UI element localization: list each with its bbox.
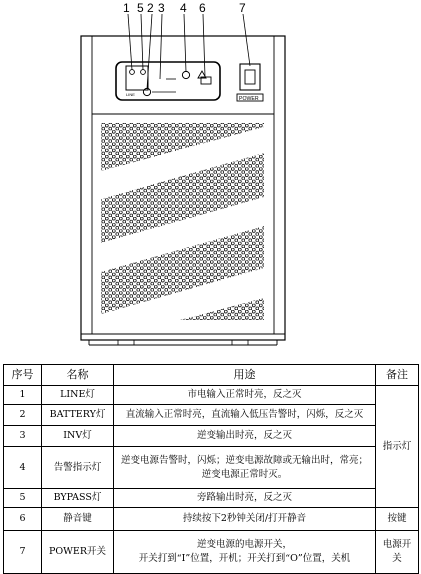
callout-5: 5	[137, 1, 144, 15]
table-row	[4, 405, 419, 426]
table-row	[4, 531, 419, 574]
table-row	[4, 386, 419, 405]
row-name: INV灯	[42, 426, 114, 447]
table-row	[4, 447, 419, 489]
table-row	[4, 426, 419, 447]
row-no: 2	[4, 405, 42, 426]
line-label: LINE	[126, 92, 135, 97]
spec-table	[3, 364, 419, 574]
header-note: 备注	[376, 365, 419, 386]
callout-7: 7	[239, 1, 246, 15]
row-usage: 逆变输出时亮，反之灭	[114, 426, 376, 447]
row-name: 静音键	[42, 508, 114, 531]
row-no: 4	[4, 447, 42, 489]
row-usage	[114, 447, 376, 489]
table-row	[4, 508, 419, 531]
row-no: 1	[4, 386, 42, 405]
usage-line: 开关打到“I”位置，开机；开关打到“O”位置，关机	[138, 553, 351, 564]
row-usage: 旁路输出时亮，反之灭	[114, 489, 376, 508]
row-usage: 直流输入正常时亮，直流输入低压告警时，闪烁，反之灭	[114, 405, 376, 426]
row-name: POWER开关	[42, 531, 114, 574]
row-no: 5	[4, 489, 42, 508]
callout-3: 3	[158, 1, 165, 15]
row-note: 电源开关	[376, 531, 419, 574]
table-header-row	[4, 365, 419, 386]
row-no: 3	[4, 426, 42, 447]
usage-line: 逆变电源正常时灭。	[201, 468, 288, 480]
row-usage: 市电输入正常时亮，反之灭	[114, 386, 376, 405]
callout-1: 1	[123, 1, 130, 15]
row-note: 按键	[376, 508, 419, 531]
usage-line: 逆变电源告警时，闪烁；逆变电源故障或无输出时，常亮；	[120, 454, 368, 466]
row-name: BYPASS灯	[42, 489, 114, 508]
callout-6: 6	[199, 1, 206, 15]
row-name: 告警指示灯	[42, 447, 114, 489]
row-no: 7	[4, 531, 42, 574]
ventilation-grille	[101, 123, 264, 320]
row-no: 6	[4, 508, 42, 531]
usage-line: 逆变电源的电源开关，	[196, 539, 292, 550]
header-name: 名称	[42, 365, 114, 386]
note-indicator-lights: 指示灯	[376, 386, 419, 508]
table-row	[4, 489, 419, 508]
row-usage	[114, 531, 376, 574]
header-no: 序号	[4, 365, 42, 386]
row-name: LINE灯	[42, 386, 114, 405]
power-label: POWER	[239, 96, 259, 102]
callout-4: 4	[180, 1, 187, 15]
row-name: BATTERY灯	[42, 405, 114, 426]
callout-2: 2	[147, 1, 154, 15]
header-usage: 用途	[114, 365, 376, 386]
row-usage: 持续按下2秒钟关闭/打开静音	[114, 508, 376, 531]
